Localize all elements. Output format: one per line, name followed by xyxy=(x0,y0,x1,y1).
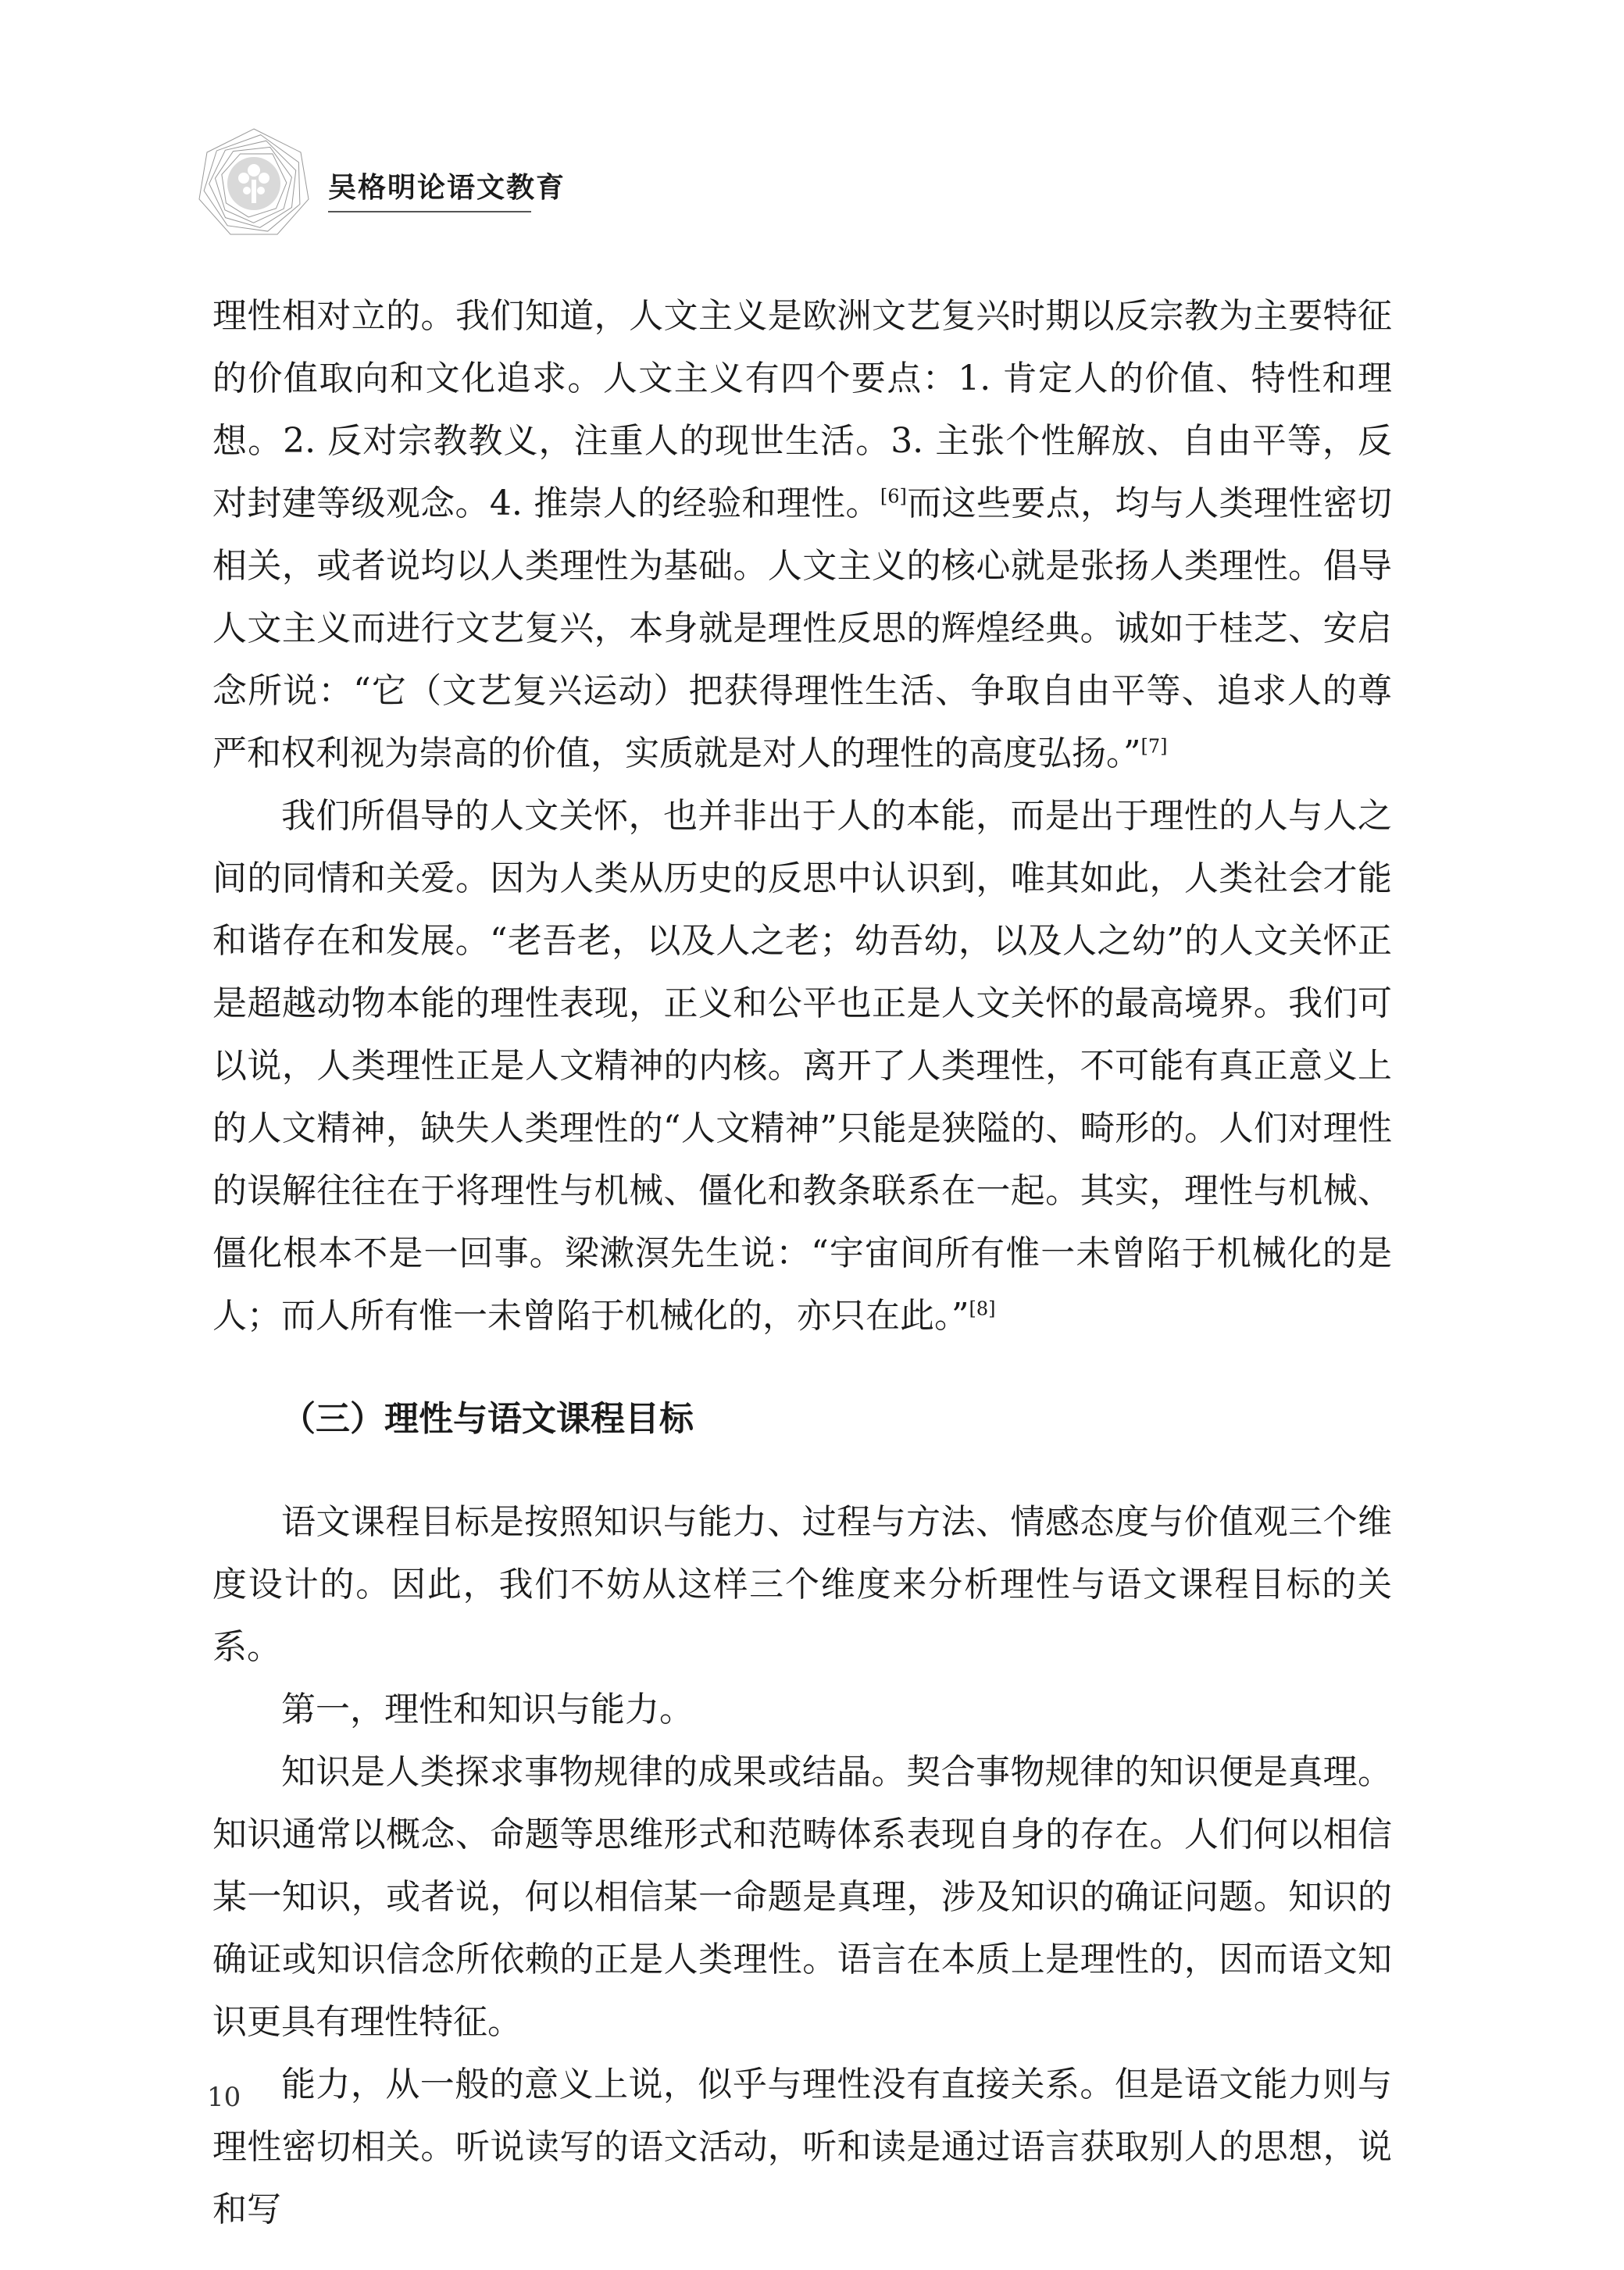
header-rule xyxy=(328,211,531,212)
citation-6: [6] xyxy=(880,485,907,508)
paragraph-4: 第一，理性和知识与能力。 xyxy=(281,1690,694,1729)
page-number: 10 xyxy=(207,2082,241,2113)
paragraph-5: 知识是人类探求事物规律的成果或结晶。契合事物规律的知识便是真理。知识通常以概念、命题等思维形式和范畴体系表现自身的存在。人们何以相信某一知识，或者说，何以相信某一命题是真理，涉及知识的确证问题。知识的确证或知识信念所依赖的正是人类理性。语言在本质上是理性的，因而语文知识更具有理性特征。 xyxy=(212,1752,1392,2042)
running-title: 吴格明论语文教育 xyxy=(328,171,566,204)
section-heading: （三）理性与语文课程目标 xyxy=(281,1399,694,1439)
citation-8: [8] xyxy=(969,1297,996,1320)
paragraph-1-part-b: 而这些要点，均与人类理性密切相关，或者说均以人类理性为基础。人文主义的核心就是张扬人类理性。倡导人文主义而进行文艺复兴，本身就是理性反思的辉煌经典。诚如于桂芝、安启念所说：“它（文艺复兴运动）把获得理性生活、争取自由平等、追求人的尊严和权利视为崇高的价值，实质就是对人的理性的高度弘扬。” xyxy=(212,484,1393,773)
tree-logo-icon xyxy=(195,125,312,242)
paragraph-1-part-a: 理性相对立的。我们知道，人文主义是欧洲文艺复兴时期以反宗教为主要特征的价值取向和文化追求。人文主义有四个要点：1. 肯定人的价值、特性和理想。2. 反对宗教教义，注重人的现世生活。3. 主张个性解放、自由平等，反对封建等级观念。4. 推崇人的经验和理性。 xyxy=(212,296,1392,523)
paragraph-1 xyxy=(212,285,1392,785)
paragraph-2 xyxy=(212,785,1392,1347)
paragraph-6: 能力，从一般的意义上说，似乎与理性没有直接关系。但是语文能力则与理性密切相关。听说读写的语文活动，听和读是通过语言获取别人的思想，说和写 xyxy=(212,2065,1392,2229)
paragraph-3: 语文课程目标是按照知识与能力、过程与方法、情感态度与价值观三个维度设计的。因此，我们不妨从这样三个维度来分析理性与语文课程目标的关系。 xyxy=(212,1502,1392,1667)
page-header xyxy=(195,125,566,219)
paragraph-2-text: 我们所倡导的人文关怀，也并非出于人的本能，而是出于理性的人与人之间的同情和关爱。因为人类从历史的反思中认识到，唯其如此，人类社会才能和谐存在和发展。“老吾老，以及人之老；幼吾幼，以及人之幼”的人文关怀正是超越动物本能的理性表现，正义和公平也正是人文关怀的最高境界。我们可以说，人类理性正是人文精神的内核。离开了人类理性，不可能有真正意义上的人文精神，缺失人类理性的“人文精神”只能是狭隘的、畸形的。人们对理性的误解往往在于将理性与机械、僵化和教条联系在一起。其实，理性与机械、僵化根本不是一回事。梁漱溟先生说：“宇宙间所有惟一未曾陷于机械化的是人；而人所有惟一未曾陷于机械化的，亦只在此。” xyxy=(212,796,1392,1336)
body-text xyxy=(212,285,1392,2241)
citation-7: [7] xyxy=(1140,735,1168,758)
